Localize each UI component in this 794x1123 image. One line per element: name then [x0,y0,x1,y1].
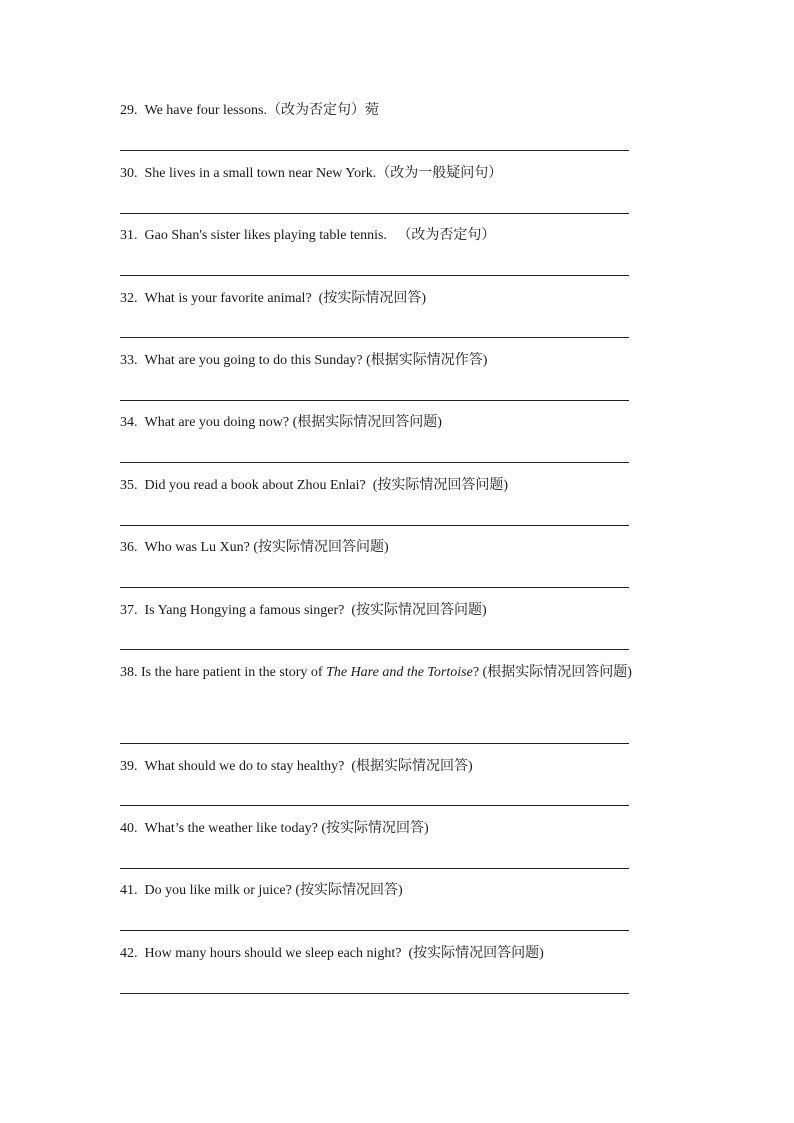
question-text: Is Yang Hongying a famous singer? [144,603,345,618]
question-text: We have four lessons. [144,103,268,118]
answer-line-32[interactable] [120,337,629,338]
question-number: 39. [120,759,138,774]
answer-line-40[interactable] [120,868,629,869]
question-text: Gao Shan's sister likes playing table tennis. [144,228,387,243]
question-number: 31. [120,228,138,243]
question-text: What should we do to stay healthy? [144,759,345,774]
question-number: 36. [120,540,138,555]
answer-line-33[interactable] [120,400,629,401]
question-number: 32. [120,291,138,306]
question-instruction: (根据实际情况回答问题) [482,665,632,680]
answer-line-29[interactable] [120,150,629,151]
question-number: 42. [120,946,138,961]
answer-line-34[interactable] [120,462,629,463]
question-number: 35. [120,478,138,493]
question-mark: ? [472,665,480,680]
question-38 [120,658,680,688]
answer-line-42[interactable] [120,993,629,994]
question-instruction: (根据实际情况回答) [351,759,473,774]
question-text: What’s the weather like today? [144,821,318,836]
question-text: What are you doing now? [144,415,290,430]
question-29 [120,96,379,126]
question-32 [120,284,426,314]
question-instruction: （改为否定句） [397,228,496,243]
answer-line-37[interactable] [120,649,629,650]
question-37 [120,596,487,626]
stray-character: 菀 [365,103,380,118]
question-number: 34. [120,415,138,430]
answer-line-39[interactable] [120,805,629,806]
question-text: How many hours should we sleep each night? [144,946,402,961]
answer-line-31[interactable] [120,275,629,276]
question-instruction: (按实际情况回答问题) [408,946,544,961]
question-instruction: (按实际情况回答) [295,883,403,898]
question-number: 29. [120,103,138,118]
question-number: 30. [120,166,138,181]
question-instruction: （改为一般疑问句） [376,166,503,181]
answer-line-35[interactable] [120,525,629,526]
question-instruction: (根据实际情况作答) [366,353,488,368]
question-39 [120,752,473,782]
question-instruction: (按实际情况回答问题) [253,540,389,555]
question-instruction: (按实际情况回答) [318,291,426,306]
question-instruction: (按实际情况回答问题) [351,603,487,618]
question-number: 40. [120,821,138,836]
question-text: Did you read a book about Zhou Enlai? [144,478,366,493]
question-text: Is the hare patient in the story of [141,665,323,680]
question-number: 41. [120,883,138,898]
question-instruction: （改为否定句） [267,103,366,118]
question-30 [120,159,502,189]
question-31 [120,221,495,251]
question-text: She lives in a small town near New York. [144,166,377,181]
answer-line-38[interactable] [120,743,629,744]
story-title: The Hare and the Tortoise [326,665,473,680]
answer-line-36[interactable] [120,587,629,588]
question-text: What are you going to do this Sunday? [144,353,363,368]
question-number: 37. [120,603,138,618]
question-instruction: (根据实际情况回答问题) [292,415,442,430]
answer-line-30[interactable] [120,213,629,214]
question-42 [120,939,544,969]
question-text: What is your favorite animal? [144,291,312,306]
question-instruction: (按实际情况回答问题) [372,478,509,493]
question-instruction: (按实际情况回答) [321,821,429,836]
question-36 [120,533,389,563]
question-text: Who was Lu Xun? [144,540,250,555]
question-33 [120,346,487,376]
answer-line-41[interactable] [120,930,629,931]
question-text: Do you like milk or juice? [144,883,292,898]
question-34 [120,408,442,438]
question-41 [120,876,403,906]
question-number: 33. [120,353,138,368]
question-number: 38. [120,665,138,680]
question-40 [120,814,429,844]
question-35 [120,471,508,501]
